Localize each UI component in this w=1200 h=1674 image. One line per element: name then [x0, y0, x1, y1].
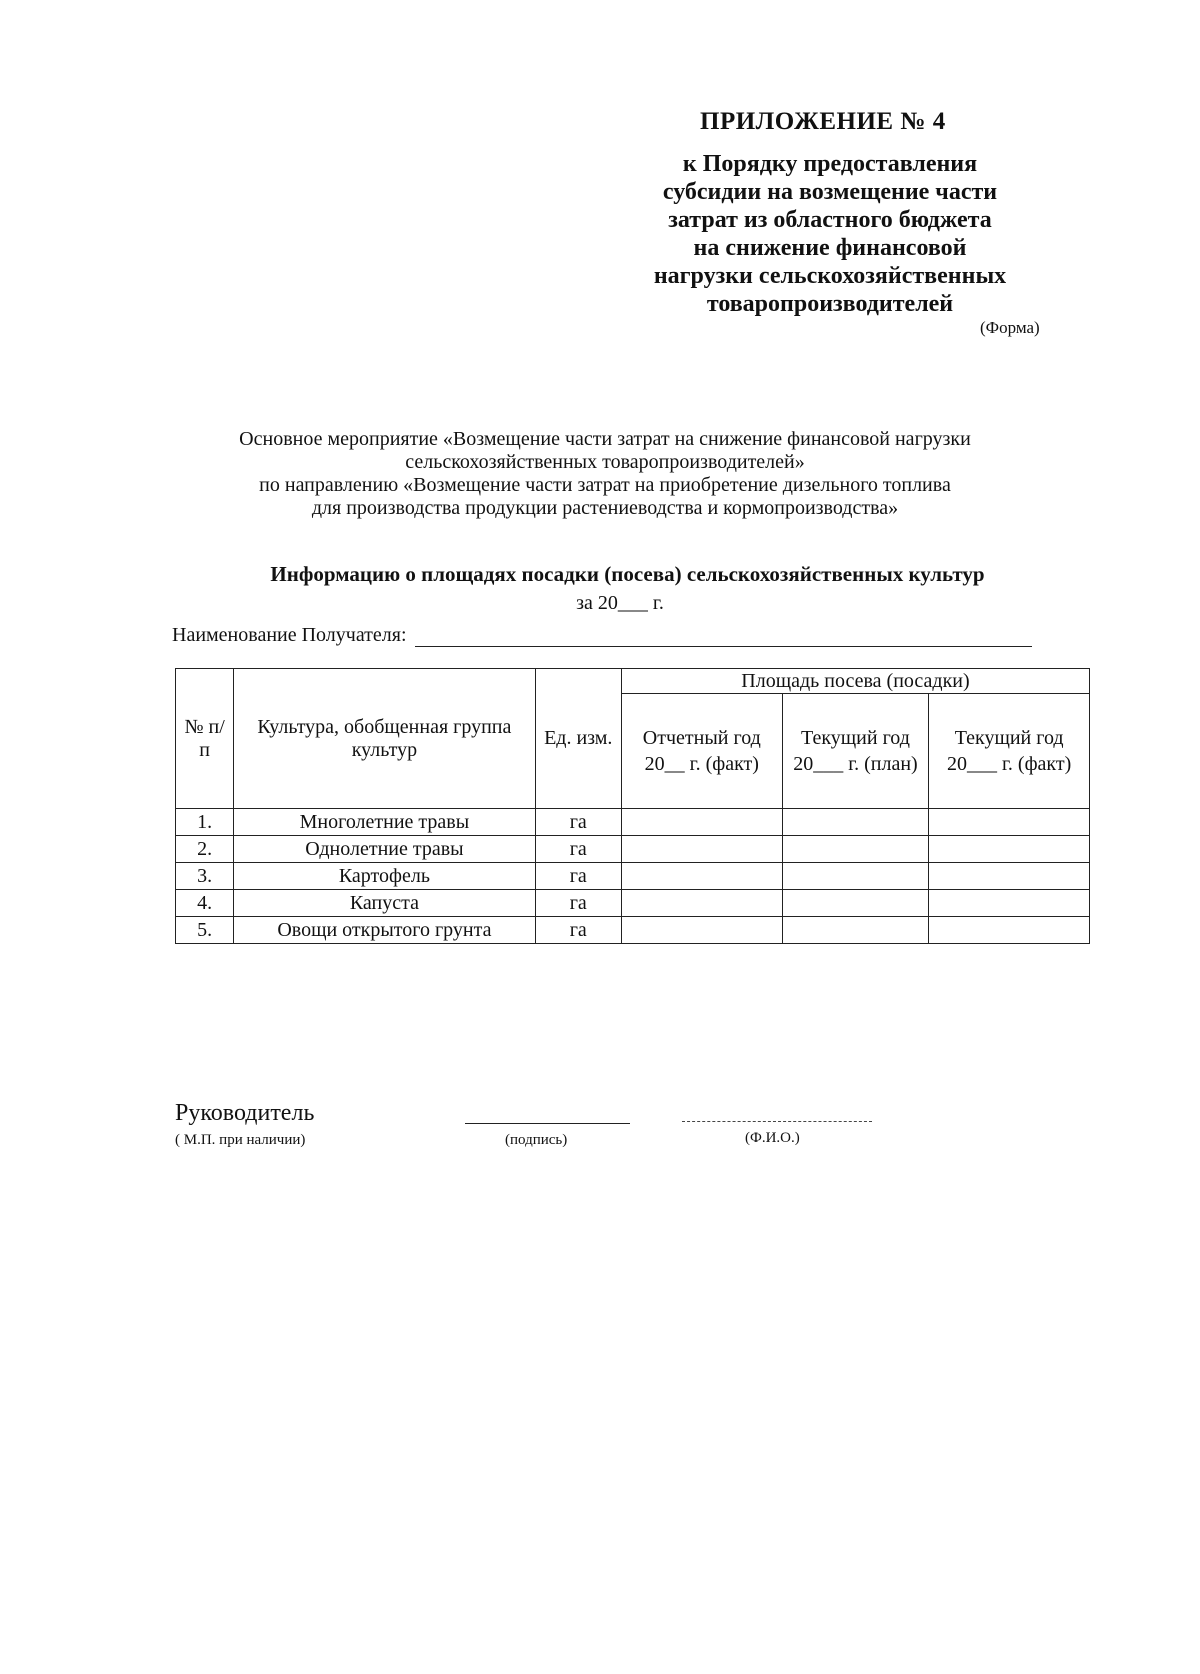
row-report-year-cell[interactable] — [621, 890, 782, 917]
row-number: 4. — [176, 890, 234, 917]
fio-caption: (Ф.И.О.) — [745, 1130, 800, 1146]
row-current-plan-cell[interactable] — [782, 890, 929, 917]
description-line: для производства продукции растениеводства и кормопроизводства» — [311, 497, 899, 519]
description-line: по направлению «Возмещение части затрат на приобретение дизельного топлива — [259, 474, 951, 496]
row-unit: га — [535, 890, 621, 917]
head-label: Руководитель — [175, 1100, 315, 1126]
info-title: Информацию о площадях посадки (посева) сельскохозяйственных культур — [270, 562, 985, 586]
row-number: 2. — [176, 836, 234, 863]
row-current-plan-cell[interactable] — [782, 836, 929, 863]
row-current-plan-cell[interactable] — [782, 917, 929, 944]
row-crop: Овощи открытого грунта — [234, 917, 535, 944]
row-current-plan-cell[interactable] — [782, 809, 929, 836]
row-number: 3. — [176, 863, 234, 890]
header-crop: Культура, обобщенная группа культур — [234, 669, 535, 809]
row-current-plan-cell[interactable] — [782, 863, 929, 890]
description-line: сельскохозяйственных товаропроизводителей» — [405, 451, 805, 473]
appendix-line: товаропроизводителей — [706, 291, 954, 317]
table-row — [176, 836, 1090, 863]
signature-caption: (подпись) — [505, 1132, 568, 1148]
row-unit: га — [535, 809, 621, 836]
recipient-field — [172, 624, 1042, 647]
appendix-line: на снижение финансовой — [693, 235, 967, 261]
crop-area-table — [175, 668, 1090, 944]
header-current-fact: Текущий год 20___ г. (факт) — [929, 694, 1090, 809]
header-report-year: Отчетный год 20__ г. (факт) — [621, 694, 782, 809]
row-current-fact-cell[interactable] — [929, 917, 1090, 944]
row-report-year-cell[interactable] — [621, 809, 782, 836]
row-current-fact-cell[interactable] — [929, 890, 1090, 917]
row-current-fact-cell[interactable] — [929, 836, 1090, 863]
table-row — [176, 917, 1090, 944]
row-number: 1. — [176, 809, 234, 836]
row-crop: Однолетние травы — [234, 836, 535, 863]
table-row — [176, 890, 1090, 917]
form-label: (Форма) — [980, 318, 1040, 337]
row-unit: га — [535, 917, 621, 944]
row-number: 5. — [176, 917, 234, 944]
appendix-line: субсидии на возмещение части — [662, 179, 998, 205]
row-current-fact-cell[interactable] — [929, 863, 1090, 890]
header-current-plan: Текущий год 20___ г. (план) — [782, 694, 929, 809]
table-row — [176, 809, 1090, 836]
appendix-line: затрат из областного бюджета — [668, 207, 992, 233]
row-crop: Капуста — [234, 890, 535, 917]
appendix-subtitle — [600, 150, 1060, 318]
row-crop: Картофель — [234, 863, 535, 890]
row-report-year-cell[interactable] — [621, 863, 782, 890]
stamp-note: ( М.П. при наличии) — [175, 1132, 306, 1148]
row-current-fact-cell[interactable] — [929, 809, 1090, 836]
table-row — [176, 863, 1090, 890]
header-number: № п/п — [176, 669, 234, 809]
row-crop: Многолетние травы — [234, 809, 535, 836]
signature-line[interactable] — [465, 1123, 630, 1124]
row-unit: га — [535, 863, 621, 890]
appendix-line: нагрузки сельскохозяйственных — [653, 263, 1007, 289]
row-unit: га — [535, 836, 621, 863]
program-description — [170, 428, 1040, 520]
fio-line[interactable] — [682, 1121, 872, 1122]
recipient-blank-line[interactable] — [415, 628, 1032, 647]
appendix-title: ПРИЛОЖЕНИЕ № 4 — [700, 108, 946, 135]
row-report-year-cell[interactable] — [621, 836, 782, 863]
header-unit: Ед. изм. — [535, 669, 621, 809]
appendix-line: к Порядку предоставления — [682, 151, 978, 177]
description-line: Основное мероприятие «Возмещение части затрат на снижение финансовой нагрузки — [239, 428, 971, 450]
header-area-group: Площадь посева (посадки) — [621, 669, 1089, 694]
info-year: за 20___ г. — [576, 592, 664, 614]
recipient-label: Наименование Получателя: — [172, 624, 407, 646]
row-report-year-cell[interactable] — [621, 917, 782, 944]
